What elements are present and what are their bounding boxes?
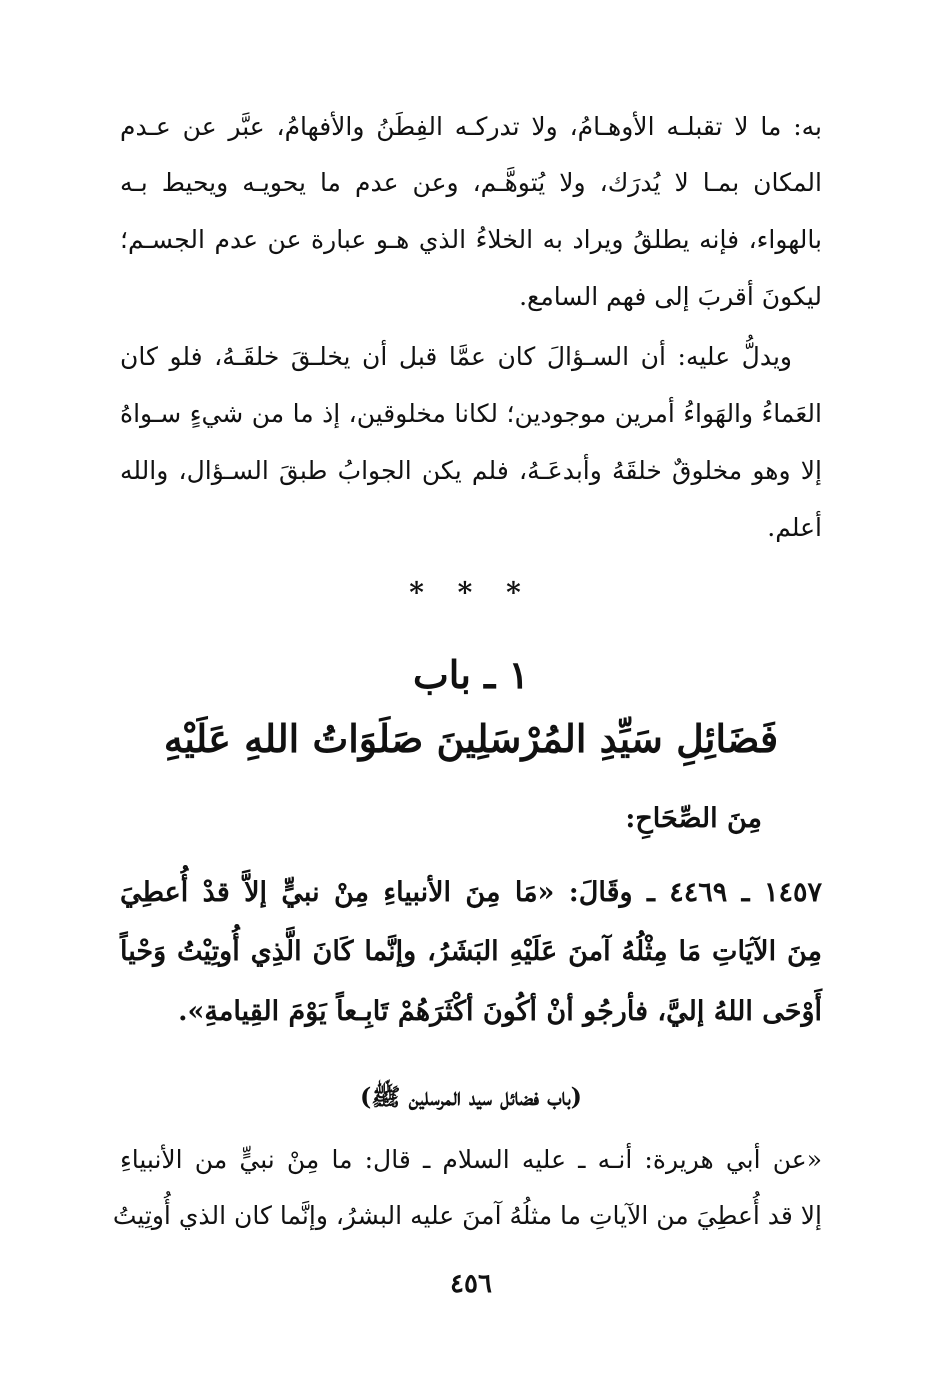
page-number: ٤٥٦ [450,1269,492,1299]
paragraph-1-line-4: ليكونَ أقربَ إلى فهم السامع. [519,282,822,311]
hadith-line-3: أَوْحَى اللهُ إليَّ، فأرجُو أنْ أكُونَ أكْثَرَهُمْ تَابِـعاً يَوْمَ القِيامةِ». [178,996,822,1027]
sub-heading: (باب فضائل سيد المرسلين ﷺ) [360,1082,582,1111]
chapter-title: فَضَائِلِ سَيِّدِ المُرْسَلِينَ صَلَوَاتُ اللهِ عَلَيْهِ [163,716,779,761]
paragraph-2-line-1: ويدلُّ عليه: أن السـؤالَ كان عمَّا قبل أن يخلـقَ خلقَـهُ، فلو كان [120,342,792,371]
section-separator: * * * [409,576,533,609]
commentary-line-2: إلا قد أُعطِيَ من الآياتِ ما مثلُهُ آمنَ عليه البشرُ، وإنَّما كان الذي أُوتِيتُ [112,1201,822,1230]
section-label: مِنَ الصِّحَاحِ: [625,803,762,834]
paragraph-1-line-2: المكان بمـا لا يُدرَك، ولا يُتوهَّـم، وعن عدم ما يحويـه ويحيط بـه [120,168,822,197]
paragraph-2-line-3: إلا وهو مخلوقٌ خلقَهُ وأبدعَـهُ، فلم يكن الجوابُ طبقَ السـؤال، والله [120,456,822,485]
paragraph-2-line-2: العَماءُ والهَواءُ أمرين موجودين؛ لكانا مخلوقين، إذ ما من شيءٍ سـواهُ [120,399,822,428]
commentary-line-1: «عن أبي هريرة: أنـه ـ عليه السلام ـ قال: ما مِنْ نبيٍّ من الأنبياءِ [120,1145,822,1174]
paragraph-1-line-3: بالهواء، فإنه يطلقُ ويراد به الخلاءُ الذي هـو عبارة عن عدم الجسـم؛ [120,225,822,254]
hadith-line-1: ١٤٥٧ ـ ٤٤٦٩ ـ وقَالَ: «مَا مِنَ الأنبياءِ مِنْ نبيٍّ إلاَّ قدْ أُعطِيَ [120,877,822,908]
paragraph-1-line-1: به: ما لا تقبلـه الأوهـامُ، ولا تدركـه الفِطَنُ والأفهامُ، عبَّر عن عـدم [120,112,822,141]
hadith-line-2: مِنَ الآيَاتِ مَا مِثْلُهُ آمنَ عَلَيْهِ البَشَرُ، وإنَّما كَانَ الَّذِي أُوتِيْتُ وَحْياً [120,936,822,967]
chapter-number: ١ ـ باب [413,652,529,697]
paragraph-2-line-4: أعلم. [767,513,822,542]
